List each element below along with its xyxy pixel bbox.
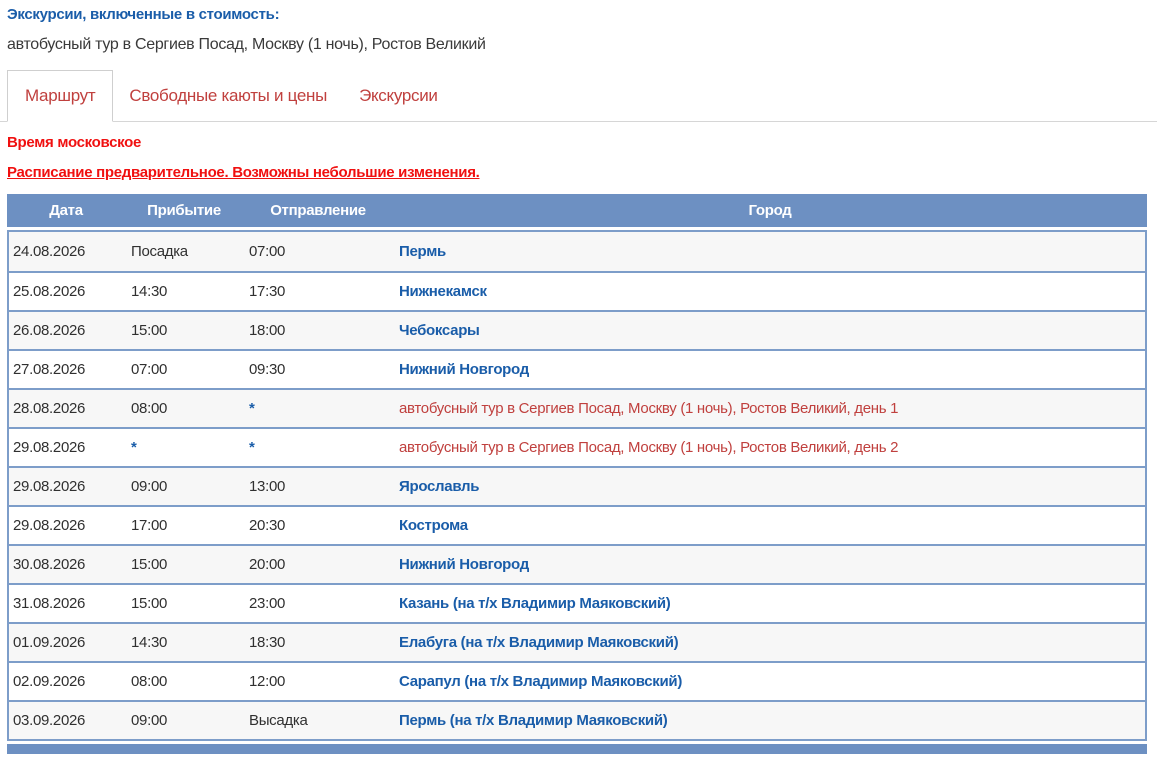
cell-departure: 18:30 <box>249 634 286 651</box>
cell-city[interactable]: Чебоксары <box>399 322 480 339</box>
included-excursions-value: автобусный тур в Сергиев Посад, Москву (1 ночь), Ростов Великий <box>7 36 486 53</box>
cell-date: 02.09.2026 <box>13 673 86 690</box>
cell-arrival: 09:00 <box>131 478 168 495</box>
cell-departure: 12:00 <box>249 673 286 690</box>
included-excursions-title: Экскурсии, включенные в стоимость: <box>7 6 280 23</box>
tab-route[interactable]: Маршрут <box>7 70 113 122</box>
cell-arrival: 08:00 <box>131 400 168 417</box>
cell-departure: 13:00 <box>249 478 286 495</box>
table-row <box>9 310 1145 349</box>
schedule-table-body <box>7 230 1147 741</box>
cell-date: 28.08.2026 <box>13 400 86 417</box>
table-row <box>9 232 1145 271</box>
schedule-disclaimer-note: Расписание предварительное. Возможны небольшие изменения. <box>7 164 480 181</box>
table-row <box>9 661 1145 700</box>
cell-date: 29.08.2026 <box>13 517 86 534</box>
column-header-arrival: Прибытие <box>147 202 221 219</box>
table-row <box>9 349 1145 388</box>
cell-departure: 07:00 <box>249 243 286 260</box>
cell-date: 29.08.2026 <box>13 478 86 495</box>
schedule-table-header <box>7 194 1147 227</box>
cell-departure: * <box>249 400 255 417</box>
column-header-date: Дата <box>49 202 83 219</box>
table-row <box>9 700 1145 739</box>
table-row <box>9 544 1145 583</box>
cell-city[interactable]: Ярославль <box>399 478 480 495</box>
tab-cabins-prices[interactable]: Свободные каюты и цены <box>129 85 328 105</box>
cell-city: автобусный тур в Сергиев Посад, Москву (1 ночь), Ростов Великий, день 2 <box>399 439 899 456</box>
cell-arrival: Посадка <box>131 243 188 260</box>
table-row <box>9 466 1145 505</box>
column-header-city: Город <box>748 202 792 219</box>
cell-city[interactable]: Пермь <box>399 243 446 260</box>
cell-date: 25.08.2026 <box>13 283 86 300</box>
cell-arrival: 15:00 <box>131 322 168 339</box>
cell-departure: 20:30 <box>249 517 286 534</box>
cell-departure: Высадка <box>249 712 308 729</box>
cell-arrival: 09:00 <box>131 712 168 729</box>
cell-city[interactable]: Нижний Новгород <box>399 361 529 378</box>
cell-city[interactable]: Нижнекамск <box>399 283 487 300</box>
cell-arrival: 17:00 <box>131 517 168 534</box>
cell-departure: 09:30 <box>249 361 286 378</box>
cell-date: 24.08.2026 <box>13 243 86 260</box>
cell-departure: * <box>249 439 255 456</box>
table-row <box>9 427 1145 466</box>
cell-city[interactable]: Сарапул (на т/х Владимир Маяковский) <box>399 673 683 690</box>
cell-date: 26.08.2026 <box>13 322 86 339</box>
cell-date: 01.09.2026 <box>13 634 86 651</box>
cell-arrival: 14:30 <box>131 634 168 651</box>
cell-city[interactable]: Нижний Новгород <box>399 556 529 573</box>
cell-arrival: 14:30 <box>131 283 168 300</box>
cell-departure: 17:30 <box>249 283 286 300</box>
next-table-header-partial <box>7 744 1147 754</box>
table-row <box>9 622 1145 661</box>
cell-city[interactable]: Пермь (на т/х Владимир Маяковский) <box>399 712 668 729</box>
tab-excursions[interactable]: Экскурсии <box>359 85 438 105</box>
cell-departure: 23:00 <box>249 595 286 612</box>
cell-departure: 20:00 <box>249 556 286 573</box>
timezone-note: Время московское <box>7 134 142 151</box>
cell-arrival: 15:00 <box>131 595 168 612</box>
cell-city[interactable]: Елабуга (на т/х Владимир Маяковский) <box>399 634 679 651</box>
cell-city: автобусный тур в Сергиев Посад, Москву (1 ночь), Ростов Великий, день 1 <box>399 400 899 417</box>
tab-bar <box>0 70 1157 122</box>
schedule-table <box>7 194 1147 741</box>
cell-date: 29.08.2026 <box>13 439 86 456</box>
cell-arrival: 08:00 <box>131 673 168 690</box>
cell-arrival: 07:00 <box>131 361 168 378</box>
table-row <box>9 505 1145 544</box>
table-row <box>9 583 1145 622</box>
column-header-departure: Отправление <box>270 202 366 219</box>
cell-city[interactable]: Казань (на т/х Владимир Маяковский) <box>399 595 671 612</box>
table-row <box>9 271 1145 310</box>
cell-city[interactable]: Кострома <box>399 517 468 534</box>
cell-arrival: 15:00 <box>131 556 168 573</box>
cell-date: 03.09.2026 <box>13 712 86 729</box>
table-row <box>9 388 1145 427</box>
cell-date: 30.08.2026 <box>13 556 86 573</box>
cell-date: 31.08.2026 <box>13 595 86 612</box>
cell-date: 27.08.2026 <box>13 361 86 378</box>
cell-departure: 18:00 <box>249 322 286 339</box>
cell-arrival: * <box>131 439 137 456</box>
